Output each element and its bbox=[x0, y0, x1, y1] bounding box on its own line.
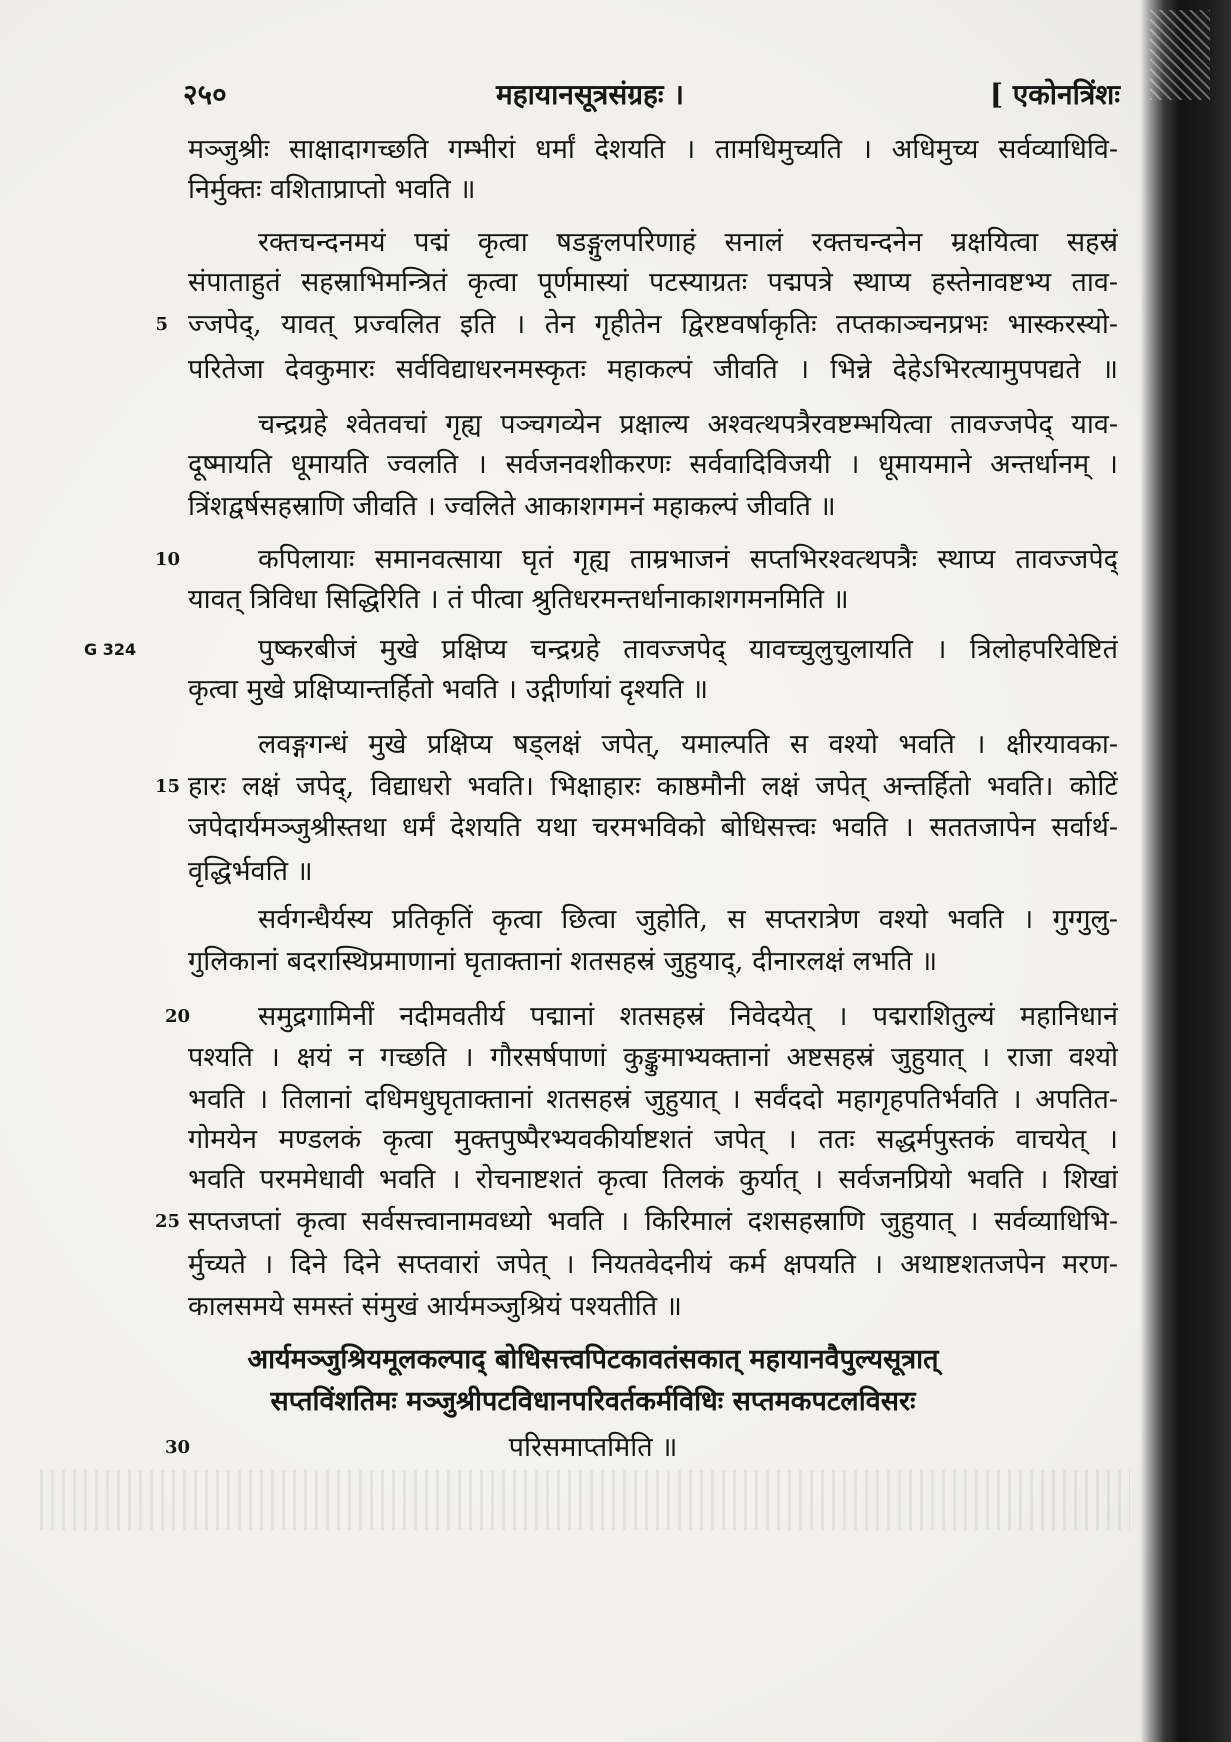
text-line: यावत् त्रिविधा सिद्धिरिति । तं पीत्वा श्रुतिधरमन्तर्धानाकाशगमनमिति ॥ bbox=[188, 584, 849, 615]
text-line: दूष्मायति धूमायति ज्वलति । सर्वजनवशीकरणः सर्ववादिविजयी । धूमायमाने अन्तर्धानम् । bbox=[188, 449, 1118, 480]
text-line: जपेदार्यमञ्जुश्रीस्तथा धर्मं देशयति यथा चरमभविको बोधिसत्त्वः भवति । सततजापेन सर्वार्थ- bbox=[188, 812, 1118, 843]
chapter-heading: [ एकोनत्रिंशः bbox=[989, 78, 1120, 111]
text-line: वृद्धिर्भवति ॥ bbox=[188, 856, 313, 887]
text-line: हारः लक्षं जपेद्, विद्याधरो भवति। भिक्षाहारः काष्ठमौनी लक्षं जपेत् अन्तर्हितो भवति। कोटिं bbox=[188, 771, 1118, 802]
text-line: परितेजा देवकुमारः सर्वविद्याधरनमस्कृतः महाकल्पं जीवति । भिन्ने देहेऽभिरत्यामुपपद्यते ॥ bbox=[188, 354, 1118, 385]
text-line: मञ्जुश्रीः साक्षादागच्छति गम्भीरां धर्मां देशयति । तामधिमुच्यति । अधिमुच्य सर्वव्याधिवि- bbox=[188, 134, 1118, 165]
text-line: ज्जपेद्, यावत् प्रज्वलित इति । तेन गृहीतेन द्विरष्टवर्षाकृतिः तप्तकाञ्चनप्रभः भास्करस्यो- bbox=[188, 309, 1118, 340]
line-number-15: 15 bbox=[154, 776, 180, 797]
line-number-5: 5 bbox=[155, 314, 168, 335]
line-number-30: 30 bbox=[164, 1437, 190, 1458]
source-reference: G 324 bbox=[84, 640, 137, 659]
text-line: निर्मुक्तः वशिताप्राप्तो भवति ॥ bbox=[188, 174, 476, 205]
line-number-10: 10 bbox=[154, 549, 180, 570]
text-line: भवति परममेधावी भवति । रोचनाष्टशतं कृत्वा तिलकं कुर्यात् । सर्वजनप्रियो भवति । शिखां bbox=[188, 1164, 1118, 1195]
line-number-20: 20 bbox=[164, 1006, 190, 1027]
text-line: लवङ्गगन्धं मुखे प्रक्षिप्य षड्लक्षं जपेत्, यमाल्पति स वश्यो भवति । क्षीरयावका- bbox=[258, 729, 1118, 760]
page-number: २५० bbox=[183, 78, 227, 111]
colophon-line: आर्यमञ्जुश्रियमूलकल्पाद् बोधिसत्त्वपिटकावतंसकात् महायानवैपुल्यसूत्रात् bbox=[247, 1344, 939, 1375]
text-line: कालसमये समस्तं संमुखं आर्यमञ्जुश्रियं पश्यतीति ॥ bbox=[188, 1291, 682, 1322]
text-line: पश्यति । क्षयं न गच्छति । गौरसर्षपाणां कुङ्कुमाभ्यक्तानां अष्टसहस्रं जुहुयात् । राजा वश्यो bbox=[188, 1042, 1118, 1073]
text-line: कृत्वा मुखे प्रक्षिप्यान्तर्हितो भवति । उद्गीर्णायां दृश्यति ॥ bbox=[188, 674, 709, 705]
text-line: त्रिंशद्वर्षसहस्राणि जीवति । ज्वलिते आकाशगमनं महाकल्पं जीवति ॥ bbox=[188, 491, 836, 522]
colophon-line: परिसमाप्तमिति ॥ bbox=[508, 1432, 678, 1463]
text-line: पुष्करबीजं मुखे प्रक्षिप्य चन्द्रग्रहे तावज्जपेद् यावच्चुलुचुलायति । त्रिलोहपरिवेष्टितं bbox=[258, 634, 1118, 665]
text-line: सप्तजप्तां कृत्वा सर्वसत्त्वानामवध्यो भवति । किरिमालं दशसहस्राणि जुहुयात् । सर्वव्याधिभि- bbox=[188, 1206, 1118, 1237]
binding-specks bbox=[1150, 10, 1210, 100]
text-line: समुद्रगामिनीं नदीमवतीर्य पद्मानां शतसहस्रं निवेदयेत् । पद्मराशितुल्यं महानिधानं bbox=[258, 1001, 1118, 1032]
text-line: भवति । तिलानां दधिमधुघृताक्तानां शतसहस्रं जुहुयात् । सर्वंददो महागृहपतिर्भवति । अपतित- bbox=[188, 1084, 1118, 1115]
line-number-25: 25 bbox=[154, 1211, 180, 1232]
text-line: रक्तचन्दनमयं पद्मं कृत्वा षडङ्गुलपरिणाहं सनालं रक्तचन्दनेन म्रक्षयित्वा सहस्रं bbox=[258, 227, 1118, 258]
text-line: सर्वगन्धैर्यस्य प्रतिकृतिं कृत्वा छित्वा जुहोति, स सप्तरात्रेण वश्यो भवति । गुग्गुलु- bbox=[258, 904, 1118, 935]
page-binding-shadow bbox=[1140, 0, 1231, 1742]
text-line: गोमयेन मण्डलकं कृत्वा मुक्तपुष्पैरभ्यवकीर्याष्टशतं जपेत् । ततः सद्धर्मपुस्तकं वाचयेत् । bbox=[188, 1124, 1118, 1155]
bleed-through-noise bbox=[40, 1470, 1130, 1530]
colophon-line: सप्तविंशतिमः मञ्जुश्रीपटविधानपरिवर्तकर्मविधिः सप्तमकपटलविसरः bbox=[270, 1386, 916, 1417]
text-line: र्मुच्यते । दिने दिने सप्तवारां जपेत् । नियतवेदनीयं कर्म क्षपयति । अथाष्टशतजपेन मरण- bbox=[188, 1249, 1118, 1280]
text-line: संपाताहुतं सहस्राभिमन्त्रितं कृत्वा पूर्णमास्यां पटस्याग्रतः पद्मपत्रे स्थाप्य हस्तेनावष्टभ्य ताव- bbox=[188, 267, 1118, 298]
text-line: गुलिकानां बदरास्थिप्रमाणानां घृताक्तानां शतसहस्रं जुहुयाद्, दीनारलक्षं लभति ॥ bbox=[188, 946, 938, 977]
running-title: महायानसूत्रसंग्रहः । bbox=[496, 78, 684, 111]
text-line: कपिलायाः समानवत्साया घृतं गृह्य ताम्रभाजनं सप्तभिरश्वत्थपत्रैः स्थाप्य तावज्जपेद् bbox=[258, 544, 1118, 575]
text-line: चन्द्रग्रहे श्वेतवचां गृह्य पञ्चगव्येन प्रक्षाल्य अश्वत्थपत्रैरवष्टम्भयित्वा तावज्जपेद् याव- bbox=[258, 409, 1118, 440]
